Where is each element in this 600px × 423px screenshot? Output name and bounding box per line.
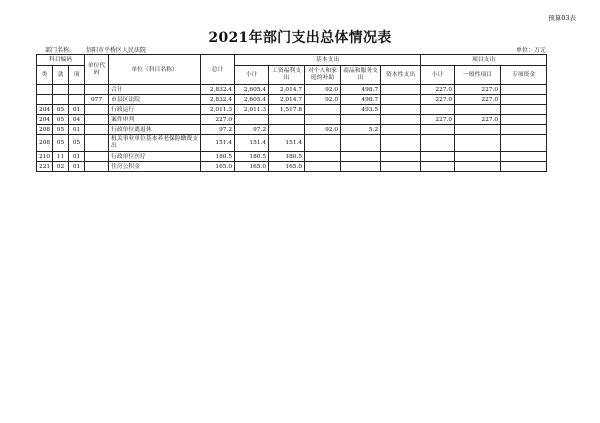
header-unit-code: 单位代码	[85, 55, 109, 85]
cell-name: 案件审判	[109, 115, 201, 125]
cell-b_sub: 2,605.4	[235, 85, 269, 95]
cell-total: 2,011.3	[201, 105, 235, 115]
header-basic-subtotal: 小计	[235, 66, 269, 85]
cell-p_sub: 227.0	[421, 95, 455, 105]
cell-b_sub	[235, 115, 269, 125]
cell-goods: 498.7	[341, 95, 381, 105]
header-goods: 商品和服务支出	[341, 66, 381, 85]
cell-salary	[269, 115, 305, 125]
table-row	[37, 105, 547, 115]
cell-capital	[381, 95, 421, 105]
header-special: 专项资金	[501, 66, 547, 85]
cell-kuan	[53, 95, 69, 105]
cell-kuan: 05	[53, 105, 69, 115]
cell-total: 180.5	[201, 152, 235, 162]
table-row	[37, 85, 547, 95]
table-row	[37, 95, 547, 105]
header-personal: 对个人和家庭的补助	[305, 66, 341, 85]
cell-name: 行政运行	[109, 105, 201, 115]
cell-p_sub	[421, 152, 455, 162]
cell-personal: 92.0	[305, 85, 341, 95]
cell-name: 行政单位离退休	[109, 125, 201, 135]
cell-b_sub: 165.0	[235, 162, 269, 172]
cell-xiang: 01	[69, 152, 85, 162]
cell-goods: 5.2	[341, 125, 381, 135]
cell-total: 2,832.4	[201, 85, 235, 95]
cell-lei: 208	[37, 125, 53, 135]
cell-name: 住房公积金	[109, 162, 201, 172]
cell-name: 市县区法院	[109, 95, 201, 105]
cell-general	[455, 162, 501, 172]
cell-name: 行政单位医疗	[109, 152, 201, 162]
cell-xiang: 01	[69, 105, 85, 115]
cell-goods: 493.5	[341, 105, 381, 115]
cell-salary: 2,014.7	[269, 85, 305, 95]
cell-total: 97.2	[201, 125, 235, 135]
cell-code	[85, 85, 109, 95]
cell-special	[501, 125, 547, 135]
cell-goods	[341, 115, 381, 125]
table-row	[37, 162, 547, 172]
header-unit-name: 单位（科目名称）	[109, 55, 201, 85]
header-kuan: 款	[53, 66, 69, 85]
cell-personal: 92.0	[305, 125, 341, 135]
cell-b_sub: 97.2	[235, 125, 269, 135]
header-basic: 基本支出	[235, 55, 421, 66]
cell-xiang	[69, 95, 85, 105]
cell-xiang: 05	[69, 135, 85, 152]
cell-xiang	[69, 85, 85, 95]
cell-personal	[305, 162, 341, 172]
cell-xiang: 04	[69, 115, 85, 125]
cell-kuan: 02	[53, 162, 69, 172]
cell-lei: 204	[37, 115, 53, 125]
dept-name: 信阳市平桥区人民法院	[86, 47, 147, 54]
cell-code	[85, 152, 109, 162]
cell-salary: 2,014.7	[269, 95, 305, 105]
cell-personal	[305, 152, 341, 162]
cell-general: 227.0	[455, 115, 501, 125]
cell-goods	[341, 152, 381, 162]
header-total: 总计	[201, 55, 235, 85]
unit-label: 单位：万元	[515, 47, 546, 54]
cell-code	[85, 162, 109, 172]
cell-goods	[341, 162, 381, 172]
cell-special	[501, 115, 547, 125]
cell-salary: 1,517.8	[269, 105, 305, 115]
cell-lei	[37, 95, 53, 105]
cell-code	[85, 125, 109, 135]
cell-total: 227.0	[201, 115, 235, 125]
cell-salary: 165.0	[269, 162, 305, 172]
cell-lei: 221	[37, 162, 53, 172]
cell-general	[455, 135, 501, 152]
cell-b_sub: 2,011.3	[235, 105, 269, 115]
cell-p_sub	[421, 135, 455, 152]
cell-name: 机关事业单位基本养老保险缴费支出	[109, 135, 201, 152]
cell-b_sub: 151.4	[235, 135, 269, 152]
cell-capital	[381, 85, 421, 95]
header-capital: 资本性支出	[381, 66, 421, 85]
header-subject-code: 科目编码	[37, 55, 85, 66]
cell-special	[501, 105, 547, 115]
cell-p_sub: 227.0	[421, 85, 455, 95]
cell-code	[85, 135, 109, 152]
cell-capital	[381, 135, 421, 152]
cell-special	[501, 85, 547, 95]
cell-xiang: 01	[69, 162, 85, 172]
cell-salary	[269, 125, 305, 135]
cell-general	[455, 125, 501, 135]
cell-code: 077	[85, 95, 109, 105]
cell-p_sub	[421, 105, 455, 115]
header-project: 项目支出	[421, 55, 547, 66]
cell-kuan: 05	[53, 125, 69, 135]
cell-p_sub	[421, 125, 455, 135]
cell-kuan: 11	[53, 152, 69, 162]
header-salary: 工资福利支出	[269, 66, 305, 85]
cell-personal	[305, 115, 341, 125]
cell-capital	[381, 162, 421, 172]
cell-name: 合计	[109, 85, 201, 95]
cell-p_sub: 227.0	[421, 115, 455, 125]
cell-b_sub: 2,605.4	[235, 95, 269, 105]
cell-general	[455, 152, 501, 162]
cell-salary: 180.5	[269, 152, 305, 162]
cell-personal	[305, 135, 341, 152]
cell-goods	[341, 135, 381, 152]
cell-total: 2,832.4	[201, 95, 235, 105]
cell-lei: 208	[37, 135, 53, 152]
cell-kuan: 05	[53, 115, 69, 125]
cell-total: 165.0	[201, 162, 235, 172]
cell-general: 227.0	[455, 85, 501, 95]
dept-label: 部门名称:	[45, 47, 72, 54]
cell-kuan: 05	[53, 135, 69, 152]
header-project-subtotal: 小计	[421, 66, 455, 85]
cell-goods: 498.7	[341, 85, 381, 95]
cell-total: 151.4	[201, 135, 235, 152]
cell-lei: 204	[37, 105, 53, 115]
table-row	[37, 152, 547, 162]
cell-special	[501, 152, 547, 162]
cell-b_sub: 180.5	[235, 152, 269, 162]
cell-special	[501, 162, 547, 172]
cell-lei	[37, 85, 53, 95]
page-title: 2021年部门支出总体情况表	[208, 30, 392, 46]
header-xiang: 项	[69, 66, 85, 85]
table-row	[37, 115, 547, 125]
cell-capital	[381, 152, 421, 162]
table-row	[37, 125, 547, 135]
cell-xiang: 01	[69, 125, 85, 135]
form-code: 预算03表	[548, 14, 576, 22]
cell-special	[501, 95, 547, 105]
table-row	[37, 135, 547, 152]
header-lei: 类	[37, 66, 53, 85]
cell-capital	[381, 125, 421, 135]
expenditure-table	[36, 54, 547, 172]
cell-general	[455, 105, 501, 115]
cell-general: 227.0	[455, 95, 501, 105]
cell-salary: 151.4	[269, 135, 305, 152]
cell-p_sub	[421, 162, 455, 172]
cell-special	[501, 135, 547, 152]
cell-code	[85, 105, 109, 115]
cell-kuan	[53, 85, 69, 95]
cell-personal: 92.0	[305, 95, 341, 105]
header-general: 一般性项目	[455, 66, 501, 85]
cell-personal	[305, 105, 341, 115]
cell-capital	[381, 115, 421, 125]
cell-lei: 210	[37, 152, 53, 162]
cell-capital	[381, 105, 421, 115]
cell-code	[85, 115, 109, 125]
